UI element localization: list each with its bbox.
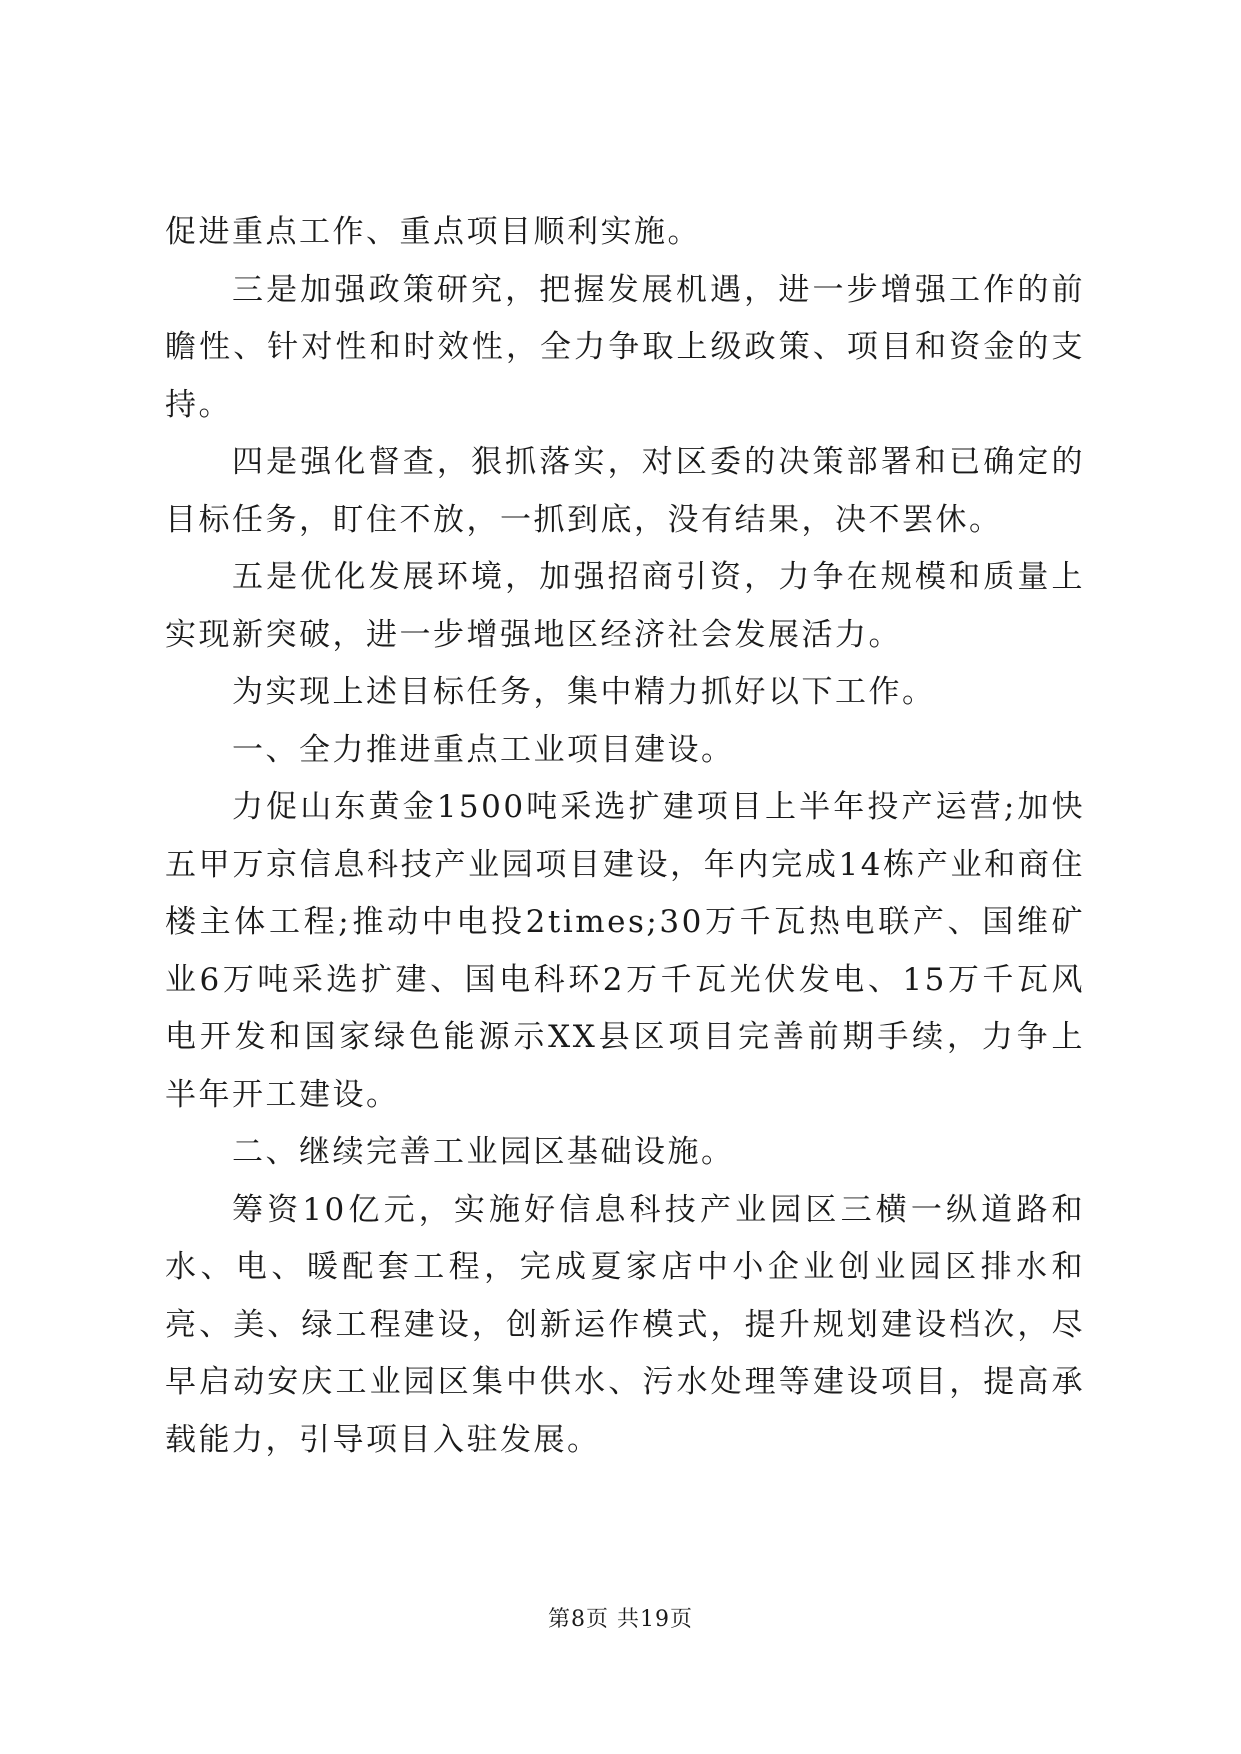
document-body: [165, 204, 1085, 1469]
paragraph-point-three: 三是加强政策研究，把握发展机遇，进一步增强工作的前瞻性、针对性和时效性，全力争取上级政策、项目和资金的支持。: [165, 271, 1085, 423]
paragraph-continuation: 促进重点工作、重点项目顺利实施。: [165, 214, 701, 250]
paragraph-park-infrastructure: 筹资10亿元，实施好信息科技产业园区三横一纵道路和水、电、暖配套工程，完成夏家店中小企业创业园区排水和亮、美、绿工程建设，创新运作模式，提升规划建设档次，尽早启动安庆工业园区集中供水、污水处理等建设项目，提高承载能力，引导项目入驻发展。: [165, 1191, 1085, 1458]
paragraph-industrial-projects: 力促山东黄金1500吨采选扩建项目上半年投产运营;加快五甲万京信息科技产业园项目建设，年内完成14栋产业和商住楼主体工程;推动中电投2times;30万千瓦热电联产、国维矿业6万吨采选扩建、国电科环2万千瓦光伏发电、15万千瓦风电开发和国家绿色能源示XX县区项目完善前期手续，力争上半年开工建设。: [165, 789, 1085, 1113]
paragraph-intro-tasks: 为实现上述目标任务，集中精力抓好以下工作。: [232, 674, 936, 710]
section-heading-one: 一、全力推进重点工业项目建设。: [232, 731, 735, 768]
paragraph-point-five: 五是优化发展环境，加强招商引资，力争在规模和质量上实现新突破，进一步增强地区经济社会发展活力。: [165, 559, 1085, 653]
paragraph-point-four: 四是强化督查，狠抓落实，对区委的决策部署和已确定的目标任务，盯住不放，一抓到底，没有结果，决不罢休。: [165, 444, 1085, 538]
section-heading-two: 二、继续完善工业园区基础设施。: [232, 1134, 735, 1170]
page-number-footer: 第8页 共19页: [548, 1607, 693, 1632]
